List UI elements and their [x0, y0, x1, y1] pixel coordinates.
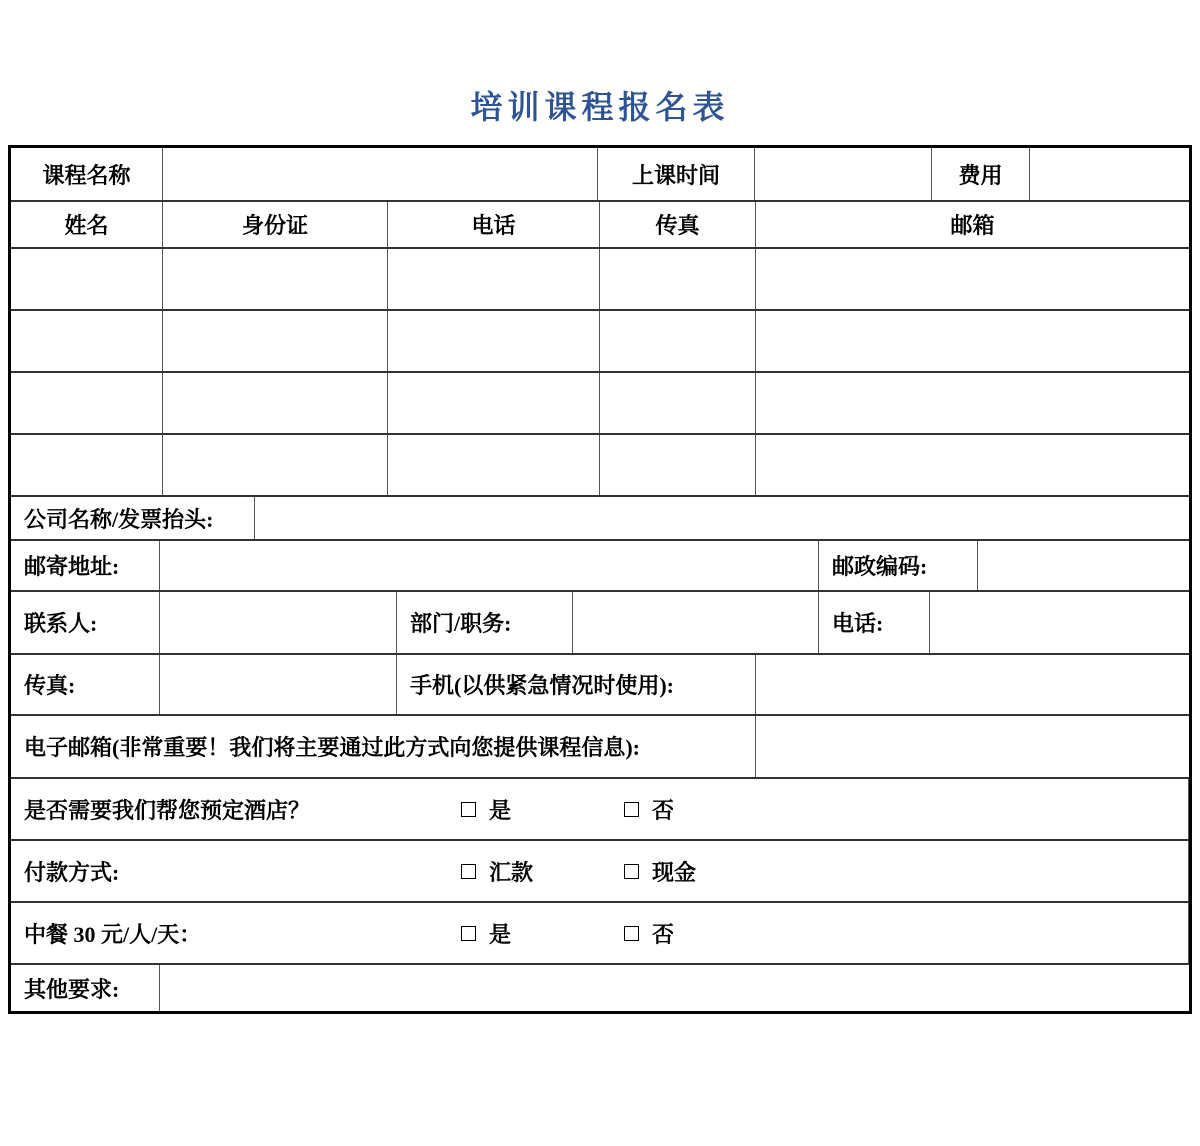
contact-row: [11, 592, 1189, 655]
attendee-fax-field[interactable]: [600, 435, 756, 495]
mailing-address-label: 邮寄地址:: [11, 541, 160, 590]
contact-phone-label: 电话:: [819, 592, 930, 653]
roster-row: [11, 373, 1189, 435]
fax-label: 传真:: [11, 655, 160, 714]
lunch-yes-checkbox[interactable]: [461, 926, 476, 941]
hotel-yes-label: 是: [489, 797, 512, 823]
payment-option-remittance[interactable]: [461, 841, 533, 901]
course-name-field[interactable]: [163, 148, 598, 200]
hotel-row: [11, 779, 1189, 841]
attendee-name-field[interactable]: [11, 373, 163, 433]
roster-row: [11, 249, 1189, 311]
attendee-fax-field[interactable]: [600, 373, 756, 433]
fee-field[interactable]: [1030, 148, 1189, 200]
roster-header-email: 邮箱: [950, 213, 995, 238]
email-address-field[interactable]: [756, 716, 1189, 777]
attendee-name-field[interactable]: [11, 435, 163, 495]
contact-person-field[interactable]: [160, 592, 397, 653]
roster-header-row: [11, 202, 1189, 249]
attendee-email-field[interactable]: [756, 435, 1189, 495]
attendee-phone-field[interactable]: [388, 249, 600, 309]
roster-header-name: 姓名: [11, 202, 163, 247]
lunch-no-checkbox[interactable]: [624, 926, 639, 941]
dept-position-field[interactable]: [573, 592, 819, 653]
attendee-idcard-field[interactable]: [163, 373, 388, 433]
mobile-field[interactable]: [756, 655, 1189, 714]
other-requirements-row: [11, 965, 1189, 1011]
mailing-address-field[interactable]: [160, 541, 819, 590]
course-row: [11, 148, 1189, 202]
roster-header-phone: 电话: [388, 202, 600, 247]
hotel-yes-checkbox[interactable]: [461, 802, 476, 817]
postal-code-field[interactable]: [978, 541, 1189, 590]
attendee-idcard-field[interactable]: [163, 435, 388, 495]
payment-option-cash[interactable]: [624, 841, 696, 901]
hotel-no-checkbox[interactable]: [624, 802, 639, 817]
roster-row: [11, 311, 1189, 373]
company-name-field[interactable]: [255, 497, 1189, 539]
address-row: [11, 541, 1189, 592]
attendee-phone-field[interactable]: [388, 435, 600, 495]
other-requirements-label: 其他要求:: [11, 965, 160, 1011]
page-title: 培训课程报名表: [470, 89, 730, 125]
roster-header-fax: 传真: [600, 202, 756, 247]
attendee-fax-field[interactable]: [600, 249, 756, 309]
attendee-email-field[interactable]: [756, 373, 1189, 433]
fax-row: [11, 655, 1189, 716]
registration-form-table: [8, 145, 1192, 1014]
lunch-label: 中餐 30 元/人/天：: [11, 903, 1189, 963]
attendee-phone-field[interactable]: [388, 311, 600, 371]
fax-number-field[interactable]: [160, 655, 397, 714]
payment-cash-checkbox[interactable]: [624, 864, 639, 879]
attendee-idcard-field[interactable]: [163, 311, 388, 371]
hotel-no-label: 否: [652, 797, 675, 823]
payment-row: [11, 841, 1189, 903]
email-label: 电子邮箱(非常重要！我们将主要通过此方式向您提供课程信息):: [11, 716, 756, 777]
attendee-fax-field[interactable]: [600, 311, 756, 371]
attendee-idcard-field[interactable]: [163, 249, 388, 309]
class-time-label: 上课时间: [598, 148, 755, 200]
hotel-option-yes[interactable]: [461, 779, 511, 839]
lunch-row: [11, 903, 1189, 965]
payment-method-label: 付款方式:: [11, 841, 1189, 901]
lunch-no-label: 否: [652, 921, 675, 947]
postal-code-label: 邮政编码:: [819, 541, 978, 590]
lunch-option-no[interactable]: [624, 903, 674, 963]
attendee-name-field[interactable]: [11, 311, 163, 371]
dept-position-label: 部门/职务:: [397, 592, 573, 653]
contact-person-label: 联系人:: [11, 592, 160, 653]
payment-remittance-checkbox[interactable]: [461, 864, 476, 879]
hotel-question-label: 是否需要我们帮您预定酒店？: [11, 779, 1189, 839]
lunch-yes-label: 是: [489, 921, 512, 947]
attendee-name-field[interactable]: [11, 249, 163, 309]
roster-header-idcard: 身份证: [163, 202, 388, 247]
roster-row: [11, 435, 1189, 497]
company-row: [11, 497, 1189, 541]
payment-remittance-label: 汇款: [489, 859, 534, 885]
attendee-email-field[interactable]: [756, 311, 1189, 371]
attendee-email-field[interactable]: [756, 249, 1189, 309]
payment-cash-label: 现金: [652, 859, 697, 885]
other-requirements-field[interactable]: [160, 965, 1189, 1011]
email-row: [11, 716, 1189, 779]
class-time-field[interactable]: [755, 148, 932, 200]
attendee-phone-field[interactable]: [388, 373, 600, 433]
company-name-label: 公司名称/发票抬头:: [11, 497, 255, 539]
mobile-label: 手机(以供紧急情况时使用):: [397, 655, 756, 714]
lunch-option-yes[interactable]: [461, 903, 511, 963]
contact-phone-field[interactable]: [930, 592, 1189, 653]
course-name-label: 课程名称: [11, 148, 163, 200]
hotel-option-no[interactable]: [624, 779, 674, 839]
fee-label: 费用: [932, 148, 1030, 200]
